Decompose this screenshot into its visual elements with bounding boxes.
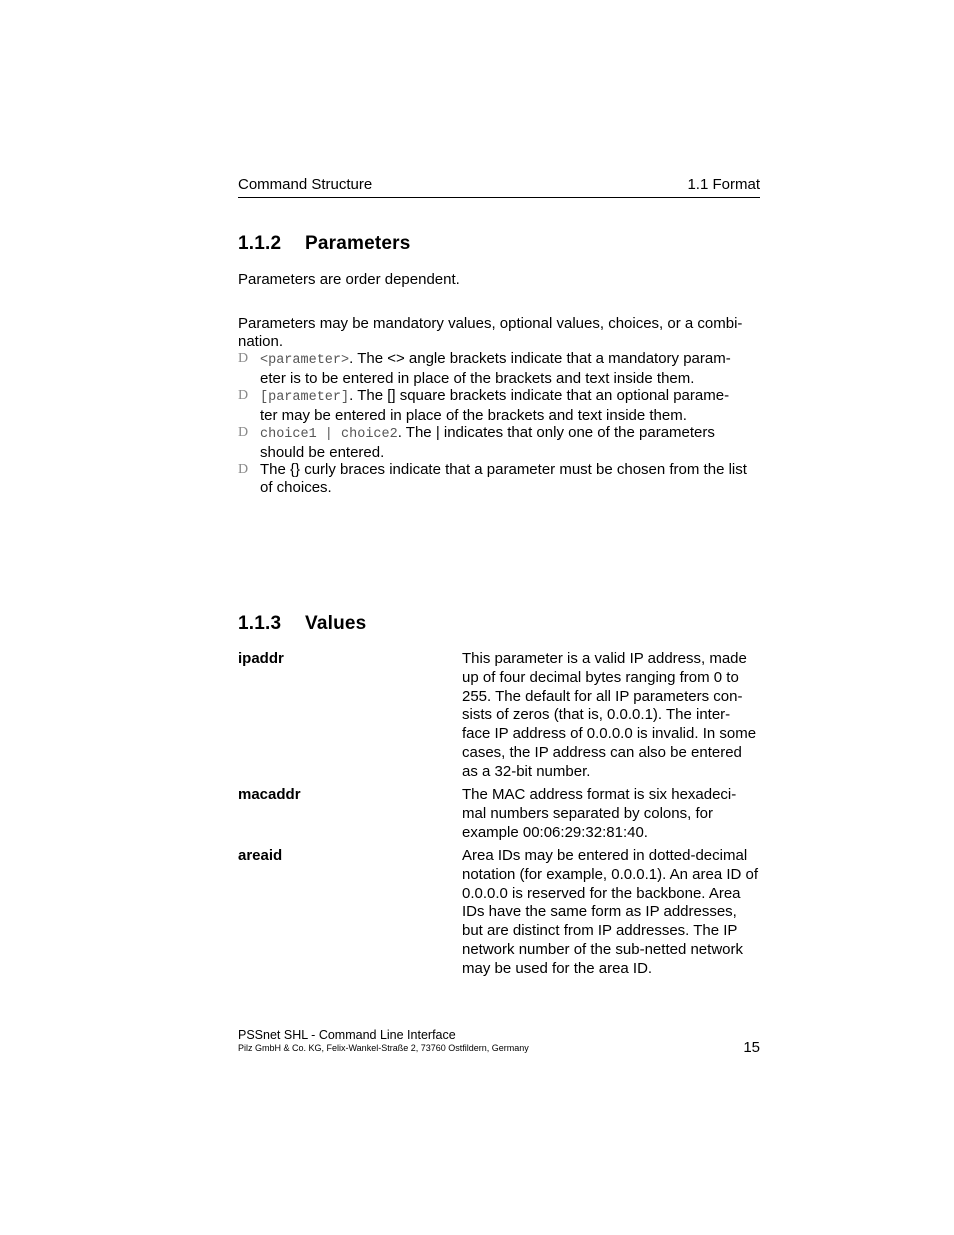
section-heading-values [238, 613, 366, 635]
section-title: Values [305, 613, 367, 634]
definition-term: areaid [238, 846, 283, 864]
values-definition-list [238, 650, 760, 983]
footer-address: Pilz GmbH & Co. KG, Felix-Wankel-Straße 2, 73760 Ostfildern, Germany [238, 1043, 529, 1053]
running-header [238, 176, 760, 198]
definition-row [238, 650, 760, 782]
header-chapter-title: Command Structure [238, 176, 373, 193]
list-item-text: The {} curly braces indicate that a parameter must be chosen from the list of choices. [260, 461, 747, 496]
footer-document-title: PSSnet SHL - Command Line Interface [238, 1028, 456, 1042]
parameters-intro: Parameters are order dependent. [238, 271, 460, 288]
syntax-code: choice1 | choice2 [260, 427, 398, 442]
list-item-text: . The [] square brackets indicate that an optional parame- ter may be entered in place of the brackets and text inside them. [260, 387, 730, 424]
definition-description: This parameter is a valid IP address, made up of four decimal bytes ranging from 0 to 255. The default for all IP parameters con- sists of zeros (that is, 0.0.0.1). The inter- face IP address of 0.0.0.0 is invalid. In some cases, the IP address can also be entered as a 32-bit number. [462, 650, 757, 780]
definition-term: ipaddr [238, 650, 284, 667]
section-title: Parameters [305, 233, 411, 254]
bullet-marker: D [238, 388, 249, 403]
header-section-title: 1.1 Format [687, 176, 760, 193]
list-item [238, 424, 760, 461]
definition-description: Area IDs may be entered in dotted-decimal notation (for example, 0.0.0.1). An area ID of 0.0.0.0 is reserved for the backbone. Area IDs have the same form as IP addresses, but are distinct from IP addresses. The IP network number of the sub-netted network may be used for the area ID. [462, 846, 759, 977]
list-item-text: . The | indicates that only one of the parameters should be entered. [260, 424, 715, 461]
parameters-description: Parameters may be mandatory values, optional values, choices, or a combi- nation. [238, 315, 743, 350]
definition-term: macaddr [238, 786, 301, 804]
section-number: 1.1.3 [238, 613, 282, 634]
list-item [238, 350, 760, 387]
syntax-code: [parameter] [260, 390, 350, 405]
parameter-syntax-list [238, 350, 760, 496]
section-heading-parameters [238, 233, 411, 255]
bullet-marker: D [238, 462, 249, 477]
list-item [238, 387, 760, 424]
list-item-text: . The <> angle brackets indicate that a mandatory param- eter is to be entered in place of the brackets and text inside them. [260, 350, 731, 387]
list-item [238, 461, 760, 496]
definition-row [238, 786, 760, 842]
definition-row [238, 847, 760, 979]
section-number: 1.1.2 [238, 233, 282, 254]
page-number: 15 [743, 1039, 760, 1056]
syntax-code: <parameter> [260, 353, 350, 368]
definition-description: The MAC address format is six hexadeci- mal numbers separated by colons, for example 00:06:29:32:81:40. [462, 786, 737, 841]
bullet-marker: D [238, 425, 249, 440]
bullet-marker: D [238, 351, 249, 366]
